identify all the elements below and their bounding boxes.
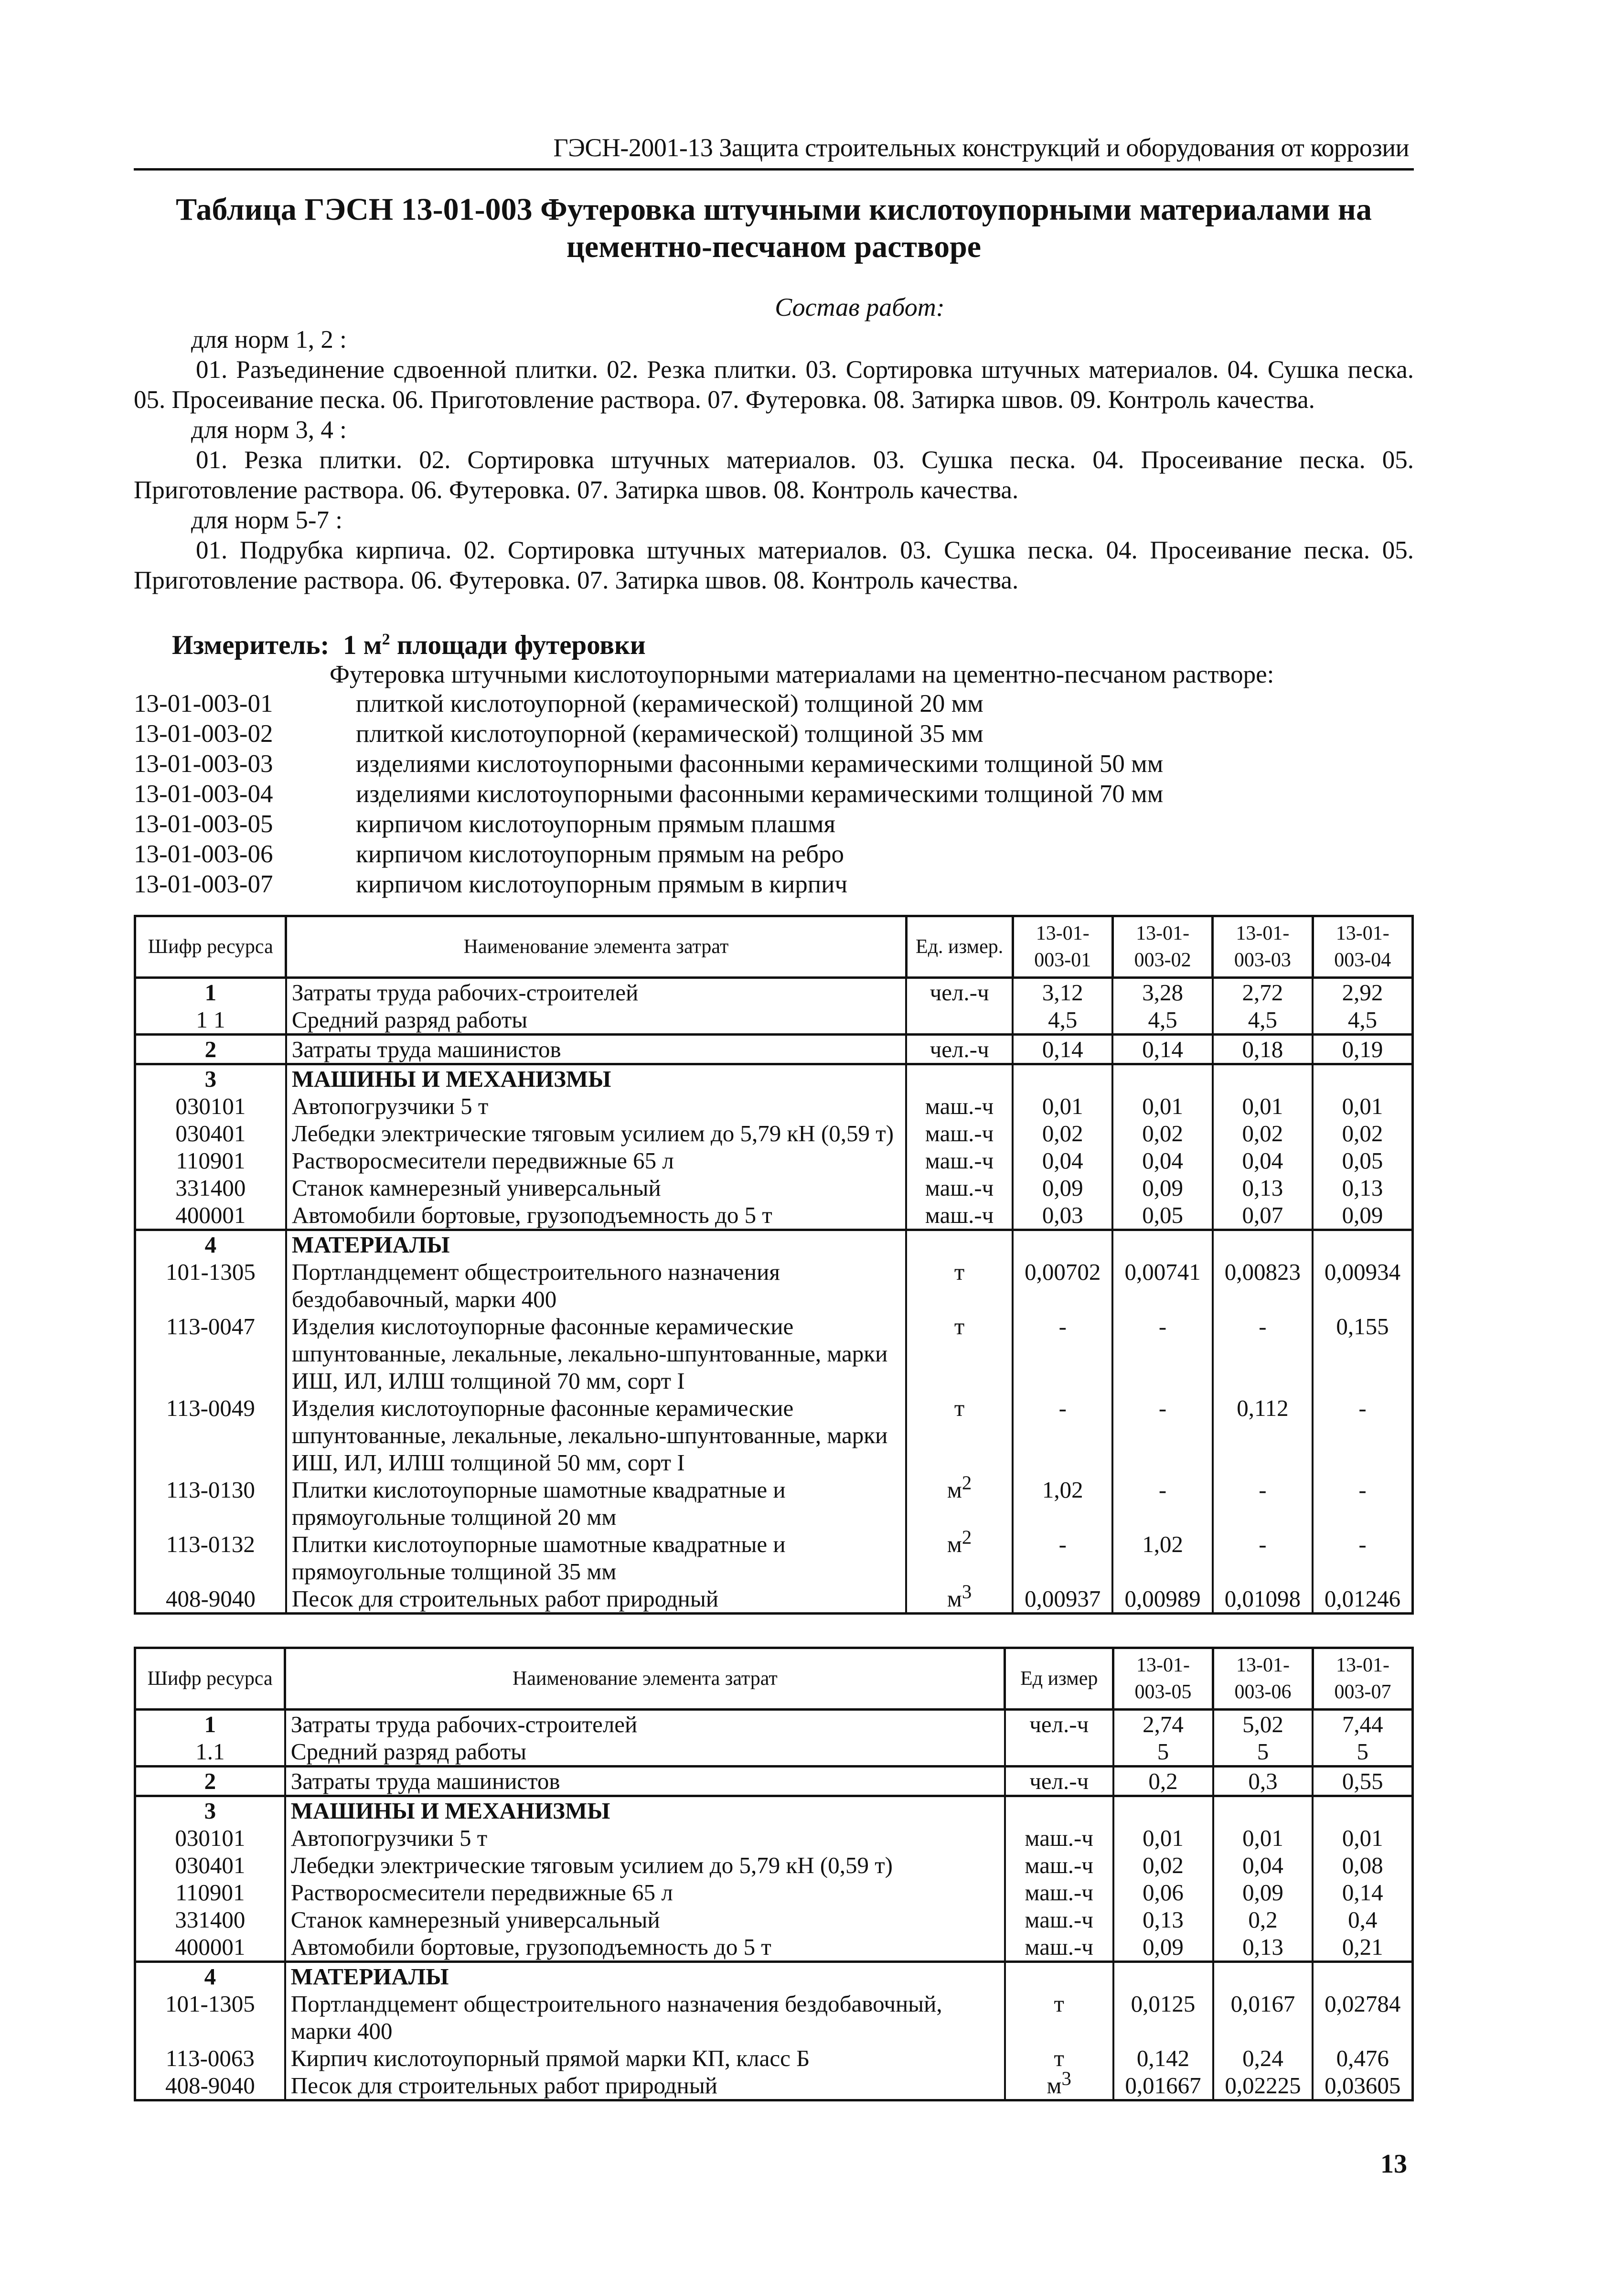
- norm-value: [1313, 1962, 1412, 1991]
- variant-code: 13-01-003-01: [134, 690, 273, 718]
- norm-value: -: [1013, 1531, 1112, 1585]
- norm-value: 0,08: [1313, 1852, 1412, 1879]
- resource-code: 113-0047: [135, 1313, 286, 1394]
- norm-value: 0,01: [1213, 1824, 1313, 1852]
- column-header-norm: 13-01-003-06: [1213, 1648, 1313, 1710]
- unit-of-measure: т: [906, 1258, 1013, 1313]
- table-row: [135, 978, 1413, 1007]
- variant-row: [134, 719, 1163, 749]
- norm-value: 0,55: [1313, 1767, 1412, 1796]
- work-composition-heading: Состав работ:: [775, 293, 945, 321]
- norm-value: 0,476: [1313, 2045, 1412, 2072]
- norm-value: 0,01: [1313, 1824, 1412, 1852]
- table-row: [135, 1035, 1413, 1064]
- norm-value: -: [1112, 1394, 1212, 1476]
- unit-of-measure: [906, 1006, 1013, 1035]
- column-header-code: Шифр ресурса: [135, 1648, 285, 1710]
- unit-of-measure: [906, 1230, 1013, 1259]
- resource-name: Кирпич кислотоупорный прямой марки КП, класс Б: [285, 2045, 1005, 2072]
- unit-of-measure: маш.-ч: [906, 1120, 1013, 1147]
- norm-group-text: 01. Резка плитки. 02. Сортировка штучных материалов. 03. Сушка песка. 04. Просеивание песка. 05. Приготовление раствора. 06. Футеровка. 07. Затирка швов. 08. Контроль качества.: [134, 446, 1414, 504]
- norms-table-1: [134, 915, 1414, 1615]
- resource-name: Песок для строительных работ природный: [285, 2072, 1005, 2100]
- running-header: ГЭСН-2001-13 Защита строительных конструкций и оборудования от коррозии: [553, 133, 1409, 162]
- resource-name: Затраты труда рабочих-строителей: [285, 1710, 1005, 1738]
- norm-value: 0,4: [1313, 1906, 1412, 1933]
- resource-name: Средний разряд работы: [286, 1006, 906, 1035]
- resource-name: Портландцемент общестроительного назначения бездобавочный, марки 400: [285, 1990, 1005, 2045]
- column-header-unit: Ед. измер.: [906, 916, 1013, 978]
- work-composition: [134, 325, 1414, 596]
- norm-value: 0,13: [1113, 1906, 1213, 1933]
- resource-code: 408-9040: [135, 1585, 286, 1614]
- table-row: [135, 1258, 1413, 1313]
- resource-group: [135, 1230, 1413, 1614]
- header-rule: [134, 168, 1414, 171]
- norm-value: 2,92: [1313, 978, 1412, 1007]
- resource-code: 4: [135, 1962, 285, 1991]
- norm-value: [1313, 1064, 1412, 1093]
- resource-code: 1 1: [135, 1006, 286, 1035]
- norm-value: 0,00741: [1112, 1258, 1212, 1313]
- table-row: [135, 1394, 1413, 1476]
- resource-code: 331400: [135, 1906, 285, 1933]
- norm-value: 0,0167: [1213, 1990, 1313, 2045]
- unit-of-measure: т: [906, 1313, 1013, 1394]
- norm-group-label: для норм 3, 4 :: [191, 416, 347, 444]
- unit-of-measure: маш.-ч: [906, 1174, 1013, 1201]
- resource-code: 2: [135, 1767, 285, 1796]
- resource-code: 113-0130: [135, 1476, 286, 1531]
- variant-row: [134, 839, 1163, 869]
- resource-code: 3: [135, 1064, 286, 1093]
- unit-of-measure: маш.-ч: [906, 1147, 1013, 1174]
- norm-value: -: [1313, 1476, 1412, 1531]
- norm-value: 0,01: [1113, 1824, 1213, 1852]
- norm-value: 0,04: [1013, 1147, 1112, 1174]
- column-header-norm: 13-01-003-07: [1313, 1648, 1412, 1710]
- norm-value: 0,00702: [1013, 1258, 1112, 1313]
- unit-of-measure: $м^2$: [906, 1531, 1013, 1585]
- table-row: [135, 1313, 1413, 1394]
- resource-code: 331400: [135, 1174, 286, 1201]
- unit-of-measure: [1005, 1796, 1113, 1825]
- resource-name: Станок камнерезный универсальный: [286, 1174, 906, 1201]
- resource-name: Автомобили бортовые, грузоподъемность до 5 т: [285, 1933, 1005, 1962]
- unit-of-measure: маш.-ч: [1005, 1906, 1113, 1933]
- norm-value: -: [1213, 1313, 1313, 1394]
- unit-of-measure: чел.-ч: [1005, 1710, 1113, 1738]
- resource-group: [135, 1767, 1413, 1796]
- norm-value: 2,74: [1113, 1710, 1213, 1738]
- resource-code: 4: [135, 1230, 286, 1259]
- resource-code: 113-0132: [135, 1531, 286, 1585]
- norm-value: 0,02: [1213, 1120, 1313, 1147]
- column-header-norm: 13-01-003-01: [1013, 916, 1112, 978]
- norm-value: 0,14: [1112, 1035, 1212, 1064]
- norm-value: 0,09: [1013, 1174, 1112, 1201]
- norm-value: 0,02: [1112, 1120, 1212, 1147]
- resource-name: Лебедки электрические тяговым усилием до 5,79 кН (0,59 т): [286, 1120, 906, 1147]
- resource-name: МАШИНЫ И МЕХАНИЗМЫ: [286, 1064, 906, 1093]
- norm-value: 0,3: [1213, 1767, 1313, 1796]
- norm-value: 4,5: [1313, 1006, 1412, 1035]
- resource-name: МАТЕРИАЛЫ: [285, 1962, 1005, 1991]
- norms-table-2: [134, 1647, 1414, 2101]
- column-header-name: Наименование элемента затрат: [285, 1648, 1005, 1710]
- resource-group: [135, 1064, 1413, 1230]
- norm-value: 0,00934: [1313, 1258, 1412, 1313]
- variant-code: 13-01-003-05: [134, 810, 273, 838]
- norm-value: 0,04: [1213, 1147, 1313, 1174]
- column-header-code: Шифр ресурса: [135, 916, 286, 978]
- resource-code: 030401: [135, 1852, 285, 1879]
- meter-label: Измеритель:: [172, 630, 330, 660]
- norm-value: 0,03605: [1313, 2072, 1412, 2100]
- norm-value: -: [1013, 1313, 1112, 1394]
- resource-name: Лебедки электрические тяговым усилием до 5,79 кН (0,59 т): [285, 1852, 1005, 1879]
- norm-value: 1,02: [1112, 1531, 1212, 1585]
- resource-code: 113-0063: [135, 2045, 285, 2072]
- table-row: [135, 1585, 1413, 1614]
- table-row: [135, 1767, 1413, 1796]
- norm-value: 0,09: [1313, 1201, 1412, 1230]
- norm-value: 0,02: [1013, 1120, 1112, 1147]
- variant-code: 13-01-003-07: [134, 870, 273, 898]
- column-header-norm: 13-01-003-05: [1113, 1648, 1213, 1710]
- norm-value: 0,142: [1113, 2045, 1213, 2072]
- page-number: 13: [1380, 2149, 1407, 2179]
- unit-of-measure: чел.-ч: [906, 1035, 1013, 1064]
- resource-name: МАТЕРИАЛЫ: [286, 1230, 906, 1259]
- norm-value: 0,02: [1313, 1120, 1412, 1147]
- norm-value: -: [1313, 1531, 1412, 1585]
- norm-value: [1213, 1796, 1313, 1825]
- variant-code: 13-01-003-06: [134, 840, 273, 868]
- norm-value: 0,01098: [1213, 1585, 1313, 1614]
- resource-name: Затраты труда машинистов: [286, 1035, 906, 1064]
- norm-value: [1313, 1230, 1412, 1259]
- table-row: [135, 1006, 1413, 1035]
- variant-row: [134, 689, 1163, 719]
- norm-group-text: 01. Разъединение сдвоенной плитки. 02. Резка плитки. 03. Сортировка штучных материалов. 04. Сушка песка. 05. Просеивание песка. 06. Приготовление раствора. 07. Футеровка. 08. Затирка швов. 09. Контроль качества.: [134, 356, 1414, 414]
- table-row: [135, 1064, 1413, 1093]
- norm-value: 0,19: [1313, 1035, 1412, 1064]
- norm-value: [1013, 1230, 1112, 1259]
- norm-value: 0,09: [1113, 1933, 1213, 1962]
- norm-value: 4,5: [1013, 1006, 1112, 1035]
- unit-of-measure: маш.-ч: [1005, 1933, 1113, 1962]
- norm-value: 3,28: [1112, 978, 1212, 1007]
- column-header-norm: 13-01-003-04: [1313, 916, 1412, 978]
- norm-value: -: [1213, 1476, 1313, 1531]
- resource-name: Изделия кислотоупорные фасонные керамические шпунтованные, лекальные, лекально-шпунтованные, марки ИШ, ИЛ, ИЛШ толщиной 50 мм, сорт I: [286, 1394, 906, 1476]
- norm-value: 0,01: [1313, 1093, 1412, 1120]
- norm-value: 0,09: [1112, 1174, 1212, 1201]
- resource-name: Песок для строительных работ природный: [286, 1585, 906, 1614]
- unit-of-measure: маш.-ч: [906, 1093, 1013, 1120]
- norm-value: 4,5: [1112, 1006, 1212, 1035]
- resource-code: 110901: [135, 1879, 285, 1906]
- unit-of-measure: маш.-ч: [1005, 1879, 1113, 1906]
- norm-value: 5,02: [1213, 1710, 1313, 1738]
- resource-code: 1: [135, 978, 286, 1007]
- resource-name: Затраты труда машинистов: [285, 1767, 1005, 1796]
- resource-name: Растворосмесители передвижные 65 л: [285, 1879, 1005, 1906]
- unit-of-measure: маш.-ч: [1005, 1824, 1113, 1852]
- resource-code: 030101: [135, 1824, 285, 1852]
- table-row: [135, 1824, 1413, 1852]
- table-row: [135, 1738, 1413, 1767]
- norm-value: 0,04: [1112, 1147, 1212, 1174]
- norm-value: 0,01: [1213, 1093, 1313, 1120]
- table-title: Таблица ГЭСН 13-01-003 Футеровка штучными кислотоупорными материалами на цементно-песчаном растворе: [176, 192, 1372, 264]
- norm-value: [1213, 1962, 1313, 1991]
- norm-value: 2,72: [1213, 978, 1313, 1007]
- norm-value: 0,01246: [1313, 1585, 1412, 1614]
- unit-of-measure: [1005, 1962, 1113, 1991]
- variants-list: [134, 689, 1163, 900]
- resource-group: [135, 1035, 1413, 1064]
- resource-code: 408-9040: [135, 2072, 285, 2100]
- table-row: [135, 1174, 1413, 1201]
- norm-value: [1013, 1064, 1112, 1093]
- resource-name: Средний разряд работы: [285, 1738, 1005, 1767]
- table-row: [135, 1230, 1413, 1259]
- norm-value: -: [1013, 1394, 1112, 1476]
- norm-value: 0,01: [1013, 1093, 1112, 1120]
- norm-group-text: 01. Подрубка кирпича. 02. Сортировка штучных материалов. 03. Сушка песка. 04. Просеивание песка. 05. Приготовление раствора. 06. Футеровка. 07. Затирка швов. 08. Контроль качества.: [134, 536, 1414, 594]
- norm-value: [1112, 1230, 1212, 1259]
- table-row: [135, 1852, 1413, 1879]
- norm-value: 0,04: [1213, 1852, 1313, 1879]
- variant-description: кирпичом кислотоупорным прямым на ребро: [356, 840, 844, 868]
- resource-name: МАШИНЫ И МЕХАНИЗМЫ: [285, 1796, 1005, 1825]
- norm-value: 0,13: [1213, 1933, 1313, 1962]
- norm-value: [1113, 1962, 1213, 1991]
- norm-value: 0,00823: [1213, 1258, 1313, 1313]
- norm-value: 5: [1313, 1738, 1412, 1767]
- table-row: [135, 1990, 1413, 2045]
- variant-description: изделиями кислотоупорными фасонными керамическими толщиной 70 мм: [356, 780, 1164, 808]
- norm-value: 0,02784: [1313, 1990, 1412, 2045]
- resource-code: 101-1305: [135, 1990, 285, 2045]
- unit-of-measure: $м^2$: [906, 1476, 1013, 1531]
- resource-name: Плитки кислотоупорные шамотные квадратные и прямоугольные толщиной 20 мм: [286, 1476, 906, 1531]
- variant-description: плиткой кислотоупорной (керамической) толщиной 35 мм: [356, 720, 983, 748]
- variant-code: 13-01-003-02: [134, 720, 273, 748]
- norm-value: -: [1112, 1476, 1212, 1531]
- unit-of-measure: $м^3$: [906, 1585, 1013, 1614]
- norm-group-label: для норм 5-7 :: [191, 506, 343, 534]
- resource-group: [135, 1796, 1413, 1962]
- norm-value: 1,02: [1013, 1476, 1112, 1531]
- table-row: [135, 1933, 1413, 1962]
- resource-name: Автопогрузчики 5 т: [286, 1093, 906, 1120]
- norm-value: [1213, 1064, 1313, 1093]
- norm-value: -: [1112, 1313, 1212, 1394]
- variant-description: кирпичом кислотоупорным прямым в кирпич: [356, 870, 848, 898]
- norm-value: 0,13: [1213, 1174, 1313, 1201]
- norm-value: 0,05: [1112, 1201, 1212, 1230]
- unit-of-measure: [906, 1064, 1013, 1093]
- variant-row: [134, 749, 1163, 779]
- resource-group: [135, 1962, 1413, 2100]
- resource-group: [135, 978, 1413, 1035]
- norm-value: 0,02: [1113, 1852, 1213, 1879]
- resource-name: Портландцемент общестроительного назначения бездобавочный, марки 400: [286, 1258, 906, 1313]
- table-row: [135, 1531, 1413, 1585]
- unit-of-measure: т: [1005, 1990, 1113, 2045]
- unit-of-measure: т: [1005, 2045, 1113, 2072]
- norm-value: 0,24: [1213, 2045, 1313, 2072]
- norm-value: 0,14: [1013, 1035, 1112, 1064]
- table-row: [135, 1879, 1413, 1906]
- norm-value: 0,21: [1313, 1933, 1412, 1962]
- resource-code: 400001: [135, 1933, 285, 1962]
- norm-value: 0,155: [1313, 1313, 1412, 1394]
- norm-value: 0,112: [1213, 1394, 1313, 1476]
- variant-row: [134, 779, 1163, 809]
- norm-value: 0,07: [1213, 1201, 1313, 1230]
- meter-value: 1 $м^2$ площади футеровки: [343, 630, 646, 660]
- table-row: [135, 2045, 1413, 2072]
- norm-value: -: [1213, 1531, 1313, 1585]
- table-row: [135, 1906, 1413, 1933]
- variants-caption: Футеровка штучными кислотоупорными материалами на цементно-песчаном растворе:: [330, 661, 1274, 688]
- table-row: [135, 1147, 1413, 1174]
- norm-group-label: для норм 1, 2 :: [191, 326, 347, 354]
- resource-code: 110901: [135, 1147, 286, 1174]
- resource-name: Изделия кислотоупорные фасонные керамические шпунтованные, лекальные, лекально-шпунтованные, марки ИШ, ИЛ, ИЛШ толщиной 70 мм, сорт I: [286, 1313, 906, 1394]
- norm-value: 0,00937: [1013, 1585, 1112, 1614]
- variant-row: [134, 809, 1163, 839]
- norm-value: 3,12: [1013, 978, 1112, 1007]
- column-header-norm: 13-01-003-02: [1112, 916, 1212, 978]
- resource-code: 3: [135, 1796, 285, 1825]
- norm-value: 7,44: [1313, 1710, 1412, 1738]
- norm-value: 0,03: [1013, 1201, 1112, 1230]
- norm-value: 0,01: [1112, 1093, 1212, 1120]
- variant-description: кирпичом кислотоупорным прямым плашмя: [356, 810, 835, 838]
- norm-value: 5: [1213, 1738, 1313, 1767]
- variant-code: 13-01-003-04: [134, 780, 273, 808]
- resource-code: 2: [135, 1035, 286, 1064]
- unit-of-measure: маш.-ч: [906, 1201, 1013, 1230]
- norm-value: 0,05: [1313, 1147, 1412, 1174]
- norm-value: 0,06: [1113, 1879, 1213, 1906]
- norm-value: 0,14: [1313, 1879, 1412, 1906]
- resource-code: 113-0049: [135, 1394, 286, 1476]
- table-row: [135, 1120, 1413, 1147]
- variant-description: плиткой кислотоупорной (керамической) толщиной 20 мм: [356, 690, 983, 718]
- column-header-norm: 13-01-003-03: [1213, 916, 1313, 978]
- unit-of-measure: $м^3$: [1005, 2072, 1113, 2100]
- table-row: [135, 2072, 1413, 2100]
- norm-value: [1313, 1796, 1412, 1825]
- resource-code: 030401: [135, 1120, 286, 1147]
- resource-code: 1.1: [135, 1738, 285, 1767]
- unit-of-measure: чел.-ч: [906, 978, 1013, 1007]
- table-row: [135, 1201, 1413, 1230]
- resource-name: Растворосмесители передвижные 65 л: [286, 1147, 906, 1174]
- norm-value: 0,18: [1213, 1035, 1313, 1064]
- column-header-unit: Ед измер: [1005, 1648, 1113, 1710]
- meter: [172, 630, 646, 661]
- table-row: [135, 1962, 1413, 1991]
- variant-row: [134, 869, 1163, 900]
- norm-value: 0,00989: [1112, 1585, 1212, 1614]
- norm-value: [1213, 1230, 1313, 1259]
- norm-value: 4,5: [1213, 1006, 1313, 1035]
- resource-name: Автомобили бортовые, грузоподъемность до 5 т: [286, 1201, 906, 1230]
- norm-value: 0,01667: [1113, 2072, 1213, 2100]
- norm-value: 0,0125: [1113, 1990, 1213, 2045]
- norm-value: 0,09: [1213, 1879, 1313, 1906]
- unit-of-measure: маш.-ч: [1005, 1852, 1113, 1879]
- unit-of-measure: [1005, 1738, 1113, 1767]
- resource-code: 101-1305: [135, 1258, 286, 1313]
- variant-code: 13-01-003-03: [134, 750, 273, 778]
- resource-name: Плитки кислотоупорные шамотные квадратные и прямоугольные толщиной 35 мм: [286, 1531, 906, 1585]
- resource-name: Затраты труда рабочих-строителей: [286, 978, 906, 1007]
- column-header-name: Наименование элемента затрат: [286, 916, 906, 978]
- norm-value: 0,2: [1213, 1906, 1313, 1933]
- resource-code: 400001: [135, 1201, 286, 1230]
- resource-code: 1: [135, 1710, 285, 1738]
- table-row: [135, 1476, 1413, 1531]
- table-row: [135, 1796, 1413, 1825]
- norm-value: 0,13: [1313, 1174, 1412, 1201]
- norm-value: 0,2: [1113, 1767, 1213, 1796]
- unit-of-measure: чел.-ч: [1005, 1767, 1113, 1796]
- norm-value: -: [1313, 1394, 1412, 1476]
- norm-value: 0,02225: [1213, 2072, 1313, 2100]
- norm-value: [1113, 1796, 1213, 1825]
- table-row: [135, 1093, 1413, 1120]
- norm-value: 5: [1113, 1738, 1213, 1767]
- resource-name: Автопогрузчики 5 т: [285, 1824, 1005, 1852]
- resource-name: Станок камнерезный универсальный: [285, 1906, 1005, 1933]
- unit-of-measure: т: [906, 1394, 1013, 1476]
- variant-description: изделиями кислотоупорными фасонными керамическими толщиной 50 мм: [356, 750, 1164, 778]
- resource-code: 030101: [135, 1093, 286, 1120]
- resource-group: [135, 1710, 1413, 1767]
- table-row: [135, 1710, 1413, 1738]
- norm-value: [1112, 1064, 1212, 1093]
